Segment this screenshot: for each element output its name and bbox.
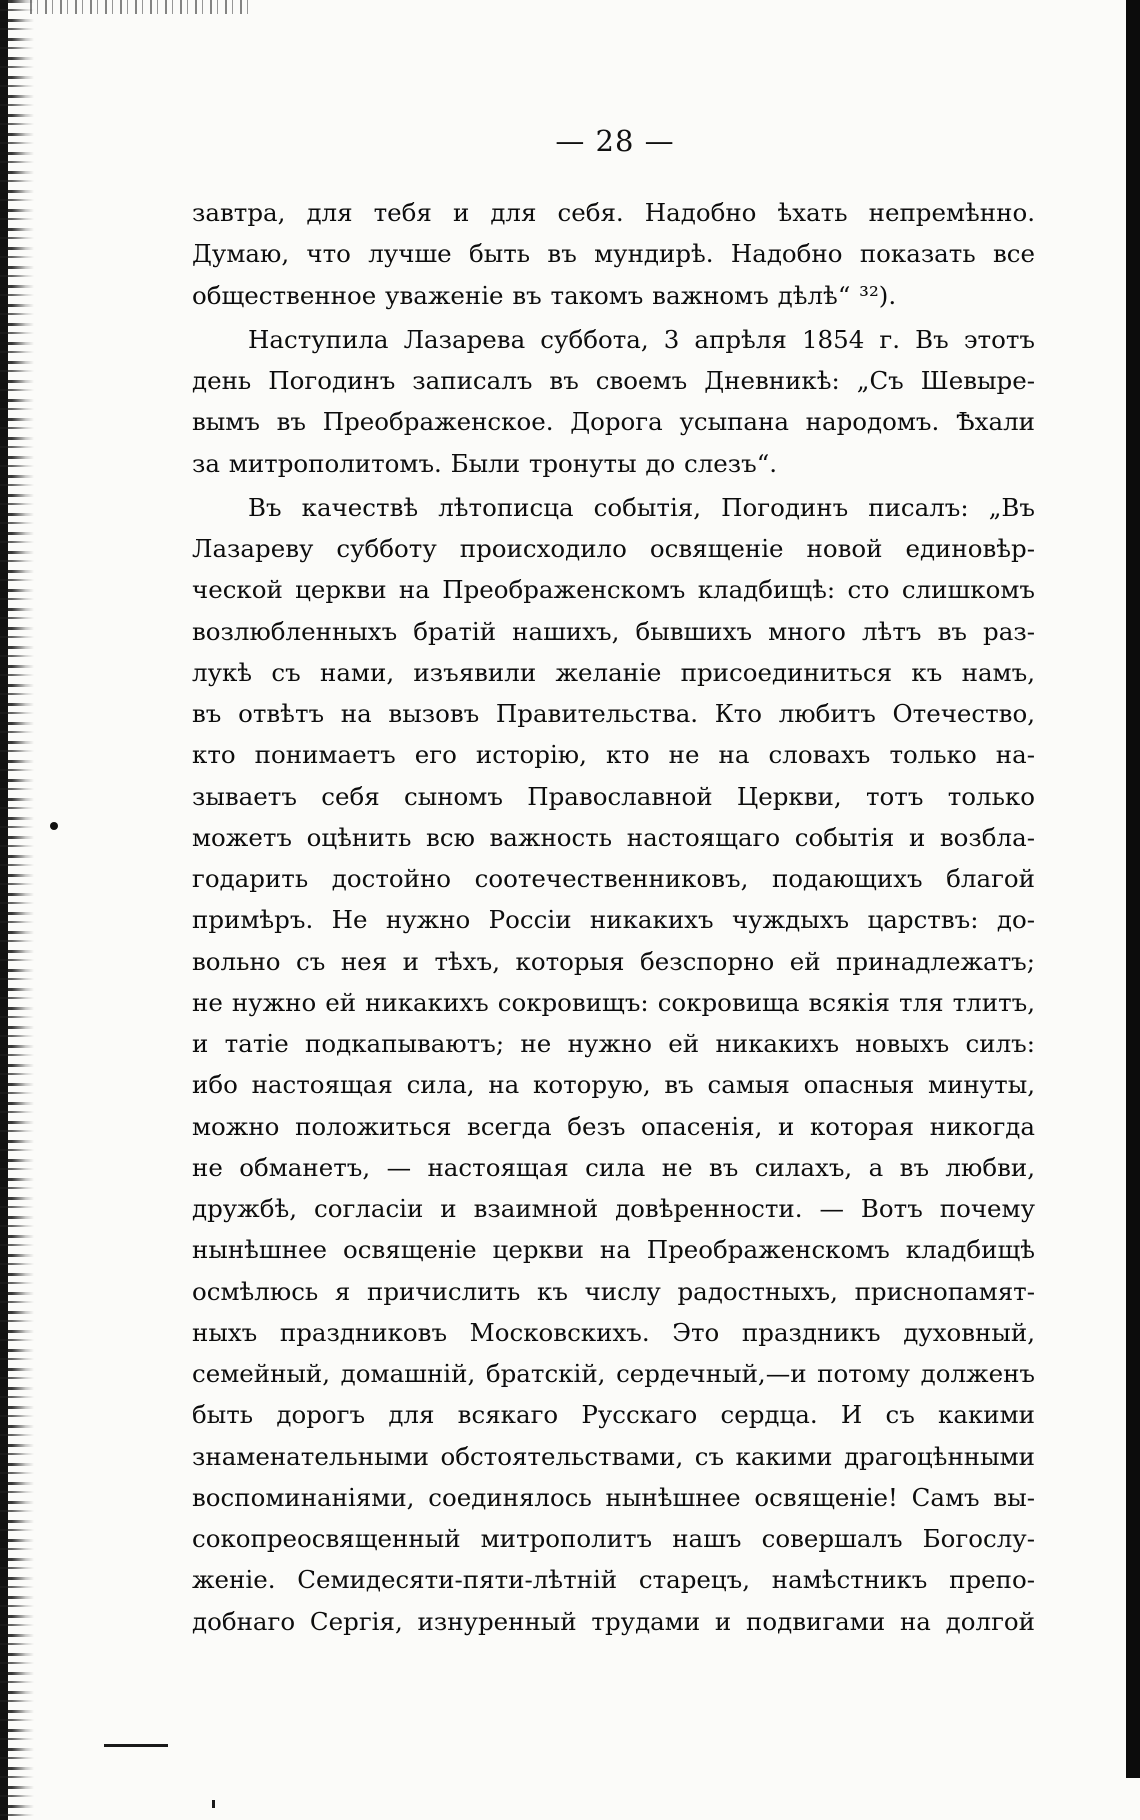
text-line: не нужно ей никакихъ сокровищъ: сокровища всякія тля тлитъ, bbox=[192, 987, 1035, 1017]
scan-noise-top bbox=[30, 0, 250, 14]
text-line: добнаго Сергія, изнуренный трудами и подвигами на долгой bbox=[192, 1606, 1035, 1636]
text-line: можетъ оцѣнить всю важность настоящаго событія и возбла- bbox=[192, 822, 1035, 852]
text-line: ческой церкви на Преображенскомъ кладбищѣ: сто слишкомъ bbox=[192, 575, 1035, 605]
margin-tick-mark bbox=[212, 1800, 215, 1808]
text-line: дружбѣ, согласіи и взаимной довѣренности. — Вотъ почему bbox=[192, 1194, 1035, 1223]
body-text bbox=[192, 192, 1035, 1642]
margin-dot bbox=[50, 822, 58, 830]
text-line: Думаю, что лучше быть въ мундирѣ. Надобно показать все bbox=[192, 239, 1035, 269]
text-line: можно положиться всегда безъ опасенія, и которая никогда bbox=[192, 1111, 1035, 1141]
text-line: осмѣлюсь я причислить къ числу радостныхъ, приснопамят- bbox=[192, 1276, 1035, 1306]
text-line: и татіе подкапываютъ; не нужно ей никакихъ новыхъ силъ: bbox=[192, 1029, 1035, 1058]
text-line: завтра, для тебя и для себя. Надобно ѣхать непремѣнно. bbox=[192, 198, 1035, 227]
text-line: сокопреосвященный митрополитъ нашъ совершалъ Богослу- bbox=[192, 1524, 1035, 1553]
text-line: нынѣшнее освященіе церкви на Преображенскомъ кладбищѣ bbox=[192, 1235, 1035, 1265]
scan-edge-noise bbox=[0, 0, 34, 1820]
text-line: воспоминаніями, соединялось нынѣшнее освященіе! Самъ вы- bbox=[192, 1482, 1035, 1512]
text-line: кто понимаетъ его исторію, кто не на словахъ только на- bbox=[192, 740, 1035, 770]
text-line: Въ качествѣ лѣтописца событія, Погодинъ писалъ: „Въ bbox=[248, 492, 1035, 522]
text-line: ныхъ праздниковъ Московскихъ. Это праздникъ духовный, bbox=[192, 1317, 1035, 1347]
text-line: не обманетъ, — настоящая сила не въ силахъ, а въ любви, bbox=[192, 1152, 1035, 1182]
text-line: женіе. Семидесяти-пяти-лѣтній старецъ, намѣстникъ препо- bbox=[192, 1565, 1035, 1595]
text-line: быть дорогъ для всякаго Русскаго сердца. И съ какими bbox=[192, 1400, 1035, 1430]
text-line: лукѣ съ нами, изъявили желаніе присоединиться къ намъ, bbox=[192, 657, 1035, 687]
text-line: семейный, домашній, братскій, сердечный,—и потому долженъ bbox=[192, 1359, 1035, 1388]
page-number: — 28 — bbox=[555, 124, 675, 158]
text-line: за митрополитомъ. Были тронуты до слезъ“. bbox=[192, 448, 778, 478]
text-line: Наступила Лазарева суббота, 3 апрѣля 1854 г. Въ этотъ bbox=[248, 324, 1035, 354]
text-line: ибо настоящая сила, на которую, въ самыя опасныя минуты, bbox=[192, 1070, 1035, 1100]
text-line: вольно съ нея и тѣхъ, которыя безспорно ей принадлежатъ; bbox=[192, 946, 1035, 976]
margin-rule-mark bbox=[104, 1744, 168, 1747]
text-line: знаменательными обстоятельствами, съ какими драгоцѣнными bbox=[192, 1441, 1035, 1471]
scan-edge-right bbox=[1126, 0, 1140, 1820]
text-line: возлюбленныхъ братій нашихъ, бывшихъ много лѣтъ въ раз- bbox=[192, 616, 1035, 646]
text-line: зываетъ себя сыномъ Православной Церкви, тотъ только bbox=[192, 781, 1035, 811]
text-line: общественное уваженіе въ такомъ важномъ дѣлѣ“ ³²). bbox=[192, 280, 897, 310]
scan-edge-right-gap bbox=[1126, 1778, 1140, 1820]
text-line: примѣръ. Не нужно Россіи никакихъ чуждыхъ царствъ: до- bbox=[192, 905, 1035, 935]
text-line: годарить достойно соотечественниковъ, подающихъ благой bbox=[192, 864, 1035, 893]
text-line: вымъ въ Преображенское. Дорога усыпана народомъ. Ѣхали bbox=[192, 407, 1035, 437]
text-line: день Погодинъ записалъ въ своемъ Дневникѣ: „Съ Шевыре- bbox=[192, 366, 1035, 395]
text-line: Лазареву субботу происходило освященіе новой единовѣр- bbox=[192, 534, 1035, 563]
text-line: въ отвѣтъ на вызовъ Правительства. Кто любитъ Отечество, bbox=[192, 699, 1035, 728]
